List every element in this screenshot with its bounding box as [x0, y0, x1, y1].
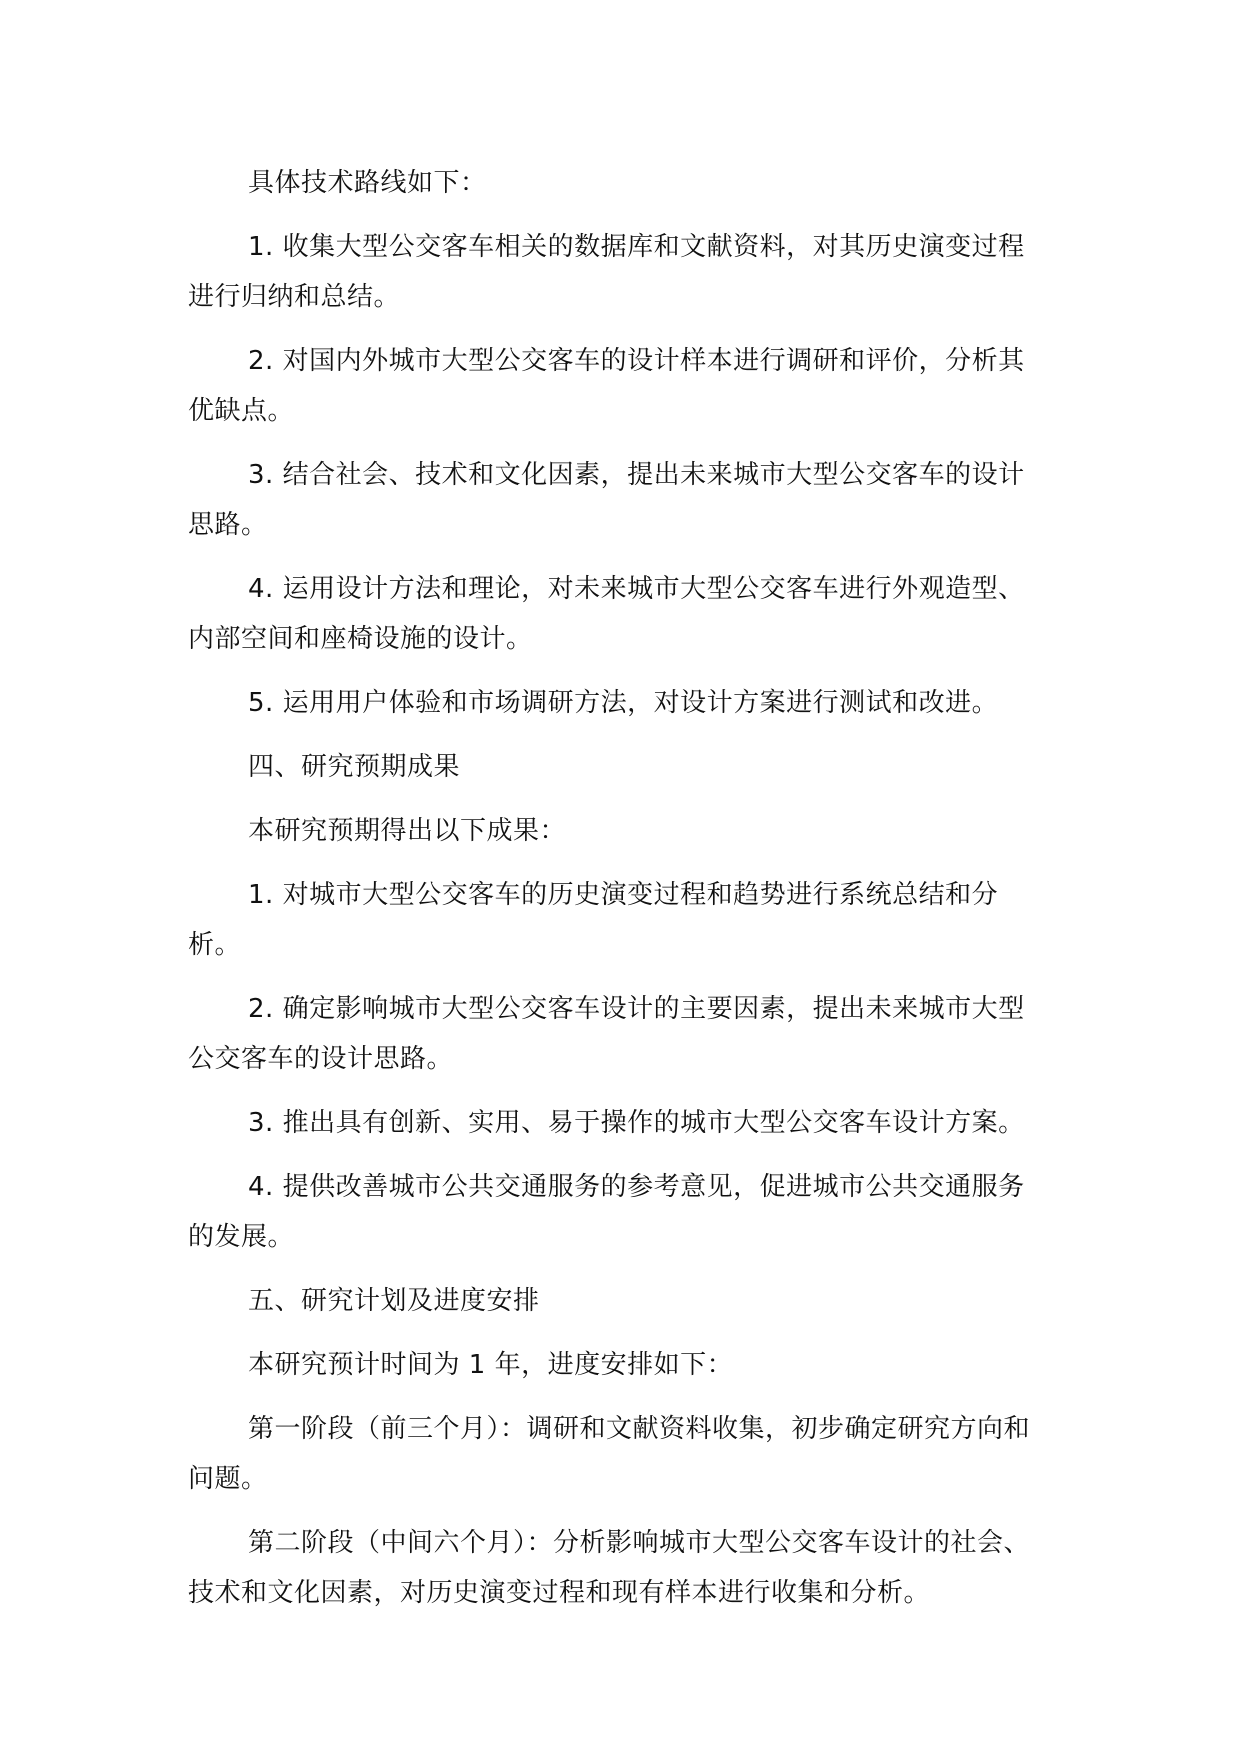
paragraph-route-step-1: 1. 收集大型公交客车相关的数据库和文献资料，对其历史演变过程进行归纳和总结。	[188, 232, 1025, 312]
paragraph-plan-intro: 本研究预计时间为 1 年，进度安排如下：	[248, 1350, 734, 1380]
paragraph-phase-1: 第一阶段（前三个月）：调研和文献资料收集，初步确定研究方向和问题。	[188, 1414, 1031, 1494]
paragraph-phase-2: 第二阶段（中间六个月）：分析影响城市大型公交客车设计的社会、技术和文化因素，对历史演变过程和现有样本进行收集和分析。	[188, 1528, 1031, 1608]
paragraph-route-step-4: 4. 运用设计方法和理论，对未来城市大型公交客车进行外观造型、内部空间和座椅设施的设计。	[188, 574, 1025, 654]
document-body	[188, 158, 1048, 1632]
paragraph-route-step-2: 2. 对国内外城市大型公交客车的设计样本进行调研和评价，分析其优缺点。	[188, 346, 1025, 426]
section-heading-expected-results: 四、研究预期成果	[248, 752, 461, 782]
paragraph-result-4: 4. 提供改善城市公共交通服务的参考意见，促进城市公共交通服务的发展。	[188, 1172, 1025, 1252]
paragraph-technical-route-intro: 具体技术路线如下：	[248, 168, 487, 198]
paragraph-result-1: 1. 对城市大型公交客车的历史演变过程和趋势进行系统总结和分析。	[188, 880, 999, 960]
paragraph-route-step-3: 3. 结合社会、技术和文化因素，提出未来城市大型公交客车的设计思路。	[188, 460, 1025, 540]
paragraph-expected-results-intro: 本研究预期得出以下成果：	[248, 816, 567, 846]
paragraph-result-2: 2. 确定影响城市大型公交客车设计的主要因素，提出未来城市大型公交客车的设计思路。	[188, 994, 1025, 1074]
paragraph-route-step-5: 5. 运用用户体验和市场调研方法，对设计方案进行测试和改进。	[248, 688, 999, 718]
paragraph-result-3: 3. 推出具有创新、实用、易于操作的城市大型公交客车设计方案。	[248, 1108, 1025, 1138]
section-heading-research-plan: 五、研究计划及进度安排	[248, 1286, 540, 1316]
